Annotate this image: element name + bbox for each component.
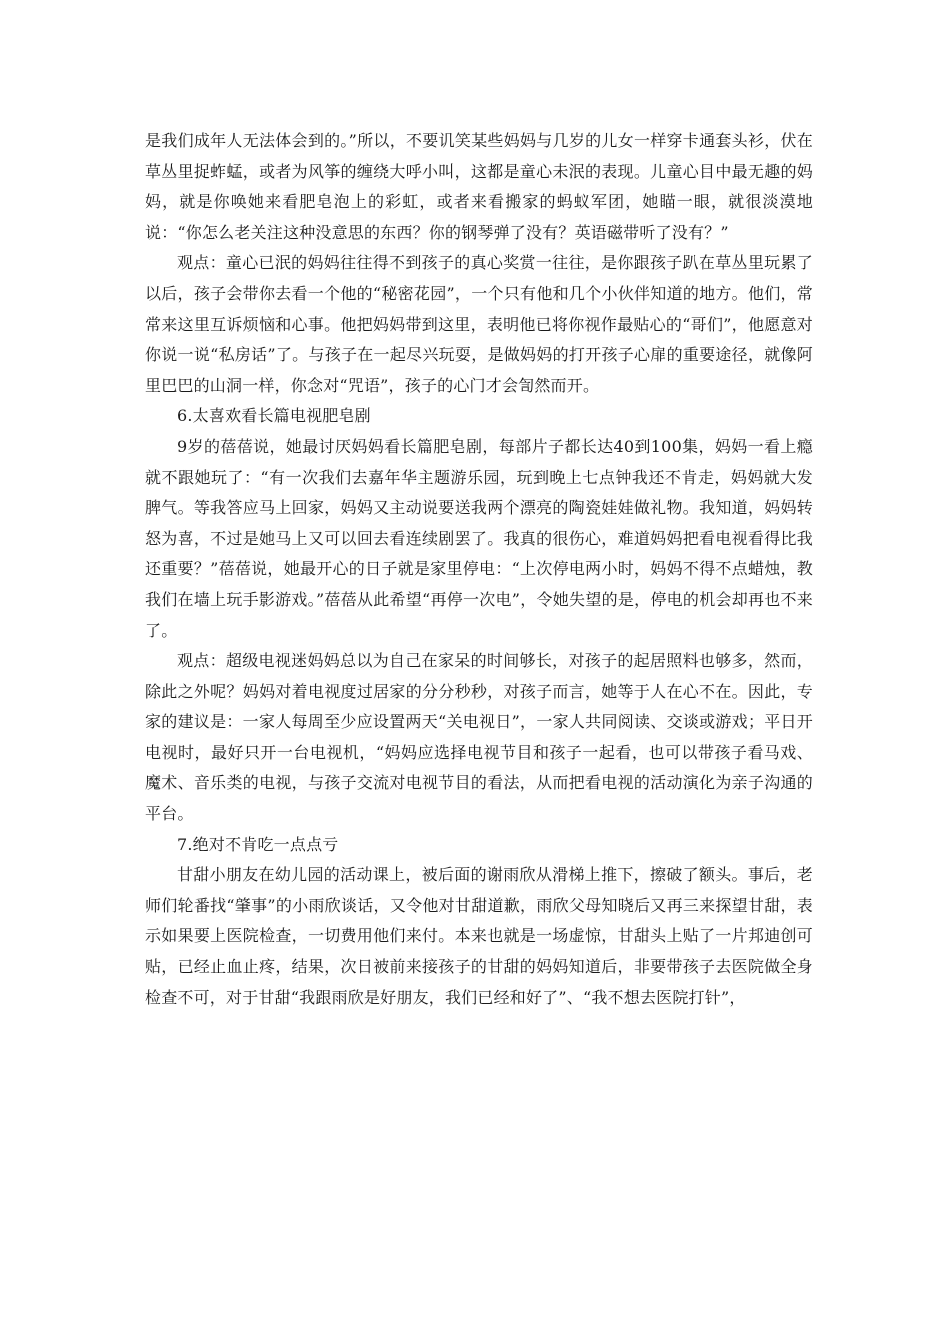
section-heading-6: 6.太喜欢看长篇电视肥皂剧 [177,406,371,426]
paragraph-viewpoint-5: 观点：童心已泯的妈妈往往得不到孩子的真心奖赏一往往，是你跟孩子趴在草丛里玩累了以后，孩子会带你去看一个他的“秘密花园”，一个只有他和几个小伙伴知道的地方。他们，常常来这里互诉烦恼和心事。他把妈妈带到这里，表明他已将你视作最贴心的“哥们”，他愿意对你说一说“私房话”了。与孩子在一起尽兴玩耍，是做妈妈的打开孩子心扉的重要途径，就像阿里巴巴的山洞一样，你念对“咒语”，孩子的心门才会訇然而开。 [145,253,813,395]
paragraph-story-6: 9岁的蓓蓓说，她最讨厌妈妈看长篇肥皂剧，每部片子都长达40到100集，妈妈一看上瘾就不跟她玩了：“有一次我们去嘉年华主题游乐园，玩到晚上七点钟我还不肯走，妈妈就大发脾气。等我答应马上回家，妈妈又主动说要送我两个漂亮的陶瓷娃娃做礼物。我知道，妈妈转怒为喜，不过是她马上又可以回去看连续剧罢了。我真的很伤心，难道妈妈把看电视看得比我还重要？”蓓蓓说，她最开心的日子就是家里停电：“上次停电两小时，妈妈不得不点蜡烛，教我们在墙上玩手影游戏。”蓓蓓从此希望“再停一次电”，令她失望的是，停电的机会却再也不来了。 [145,436,813,640]
section-heading-7: 7.绝对不肯吃一点点亏 [177,834,339,854]
document-page [145,126,813,1013]
paragraph-continuation: 是我们成年人无法体会到的。”所以，不要讥笑某些妈妈与几岁的儿女一样穿卡通套头衫，伏在草丛里捉蚱蜢，或者为风筝的缠绕大呼小叫，这都是童心未泯的表现。儿童心目中最无趣的妈妈，就是你唤她来看肥皂泡上的彩虹，或者来看搬家的蚂蚁军团，她瞄一眼，就很淡漠地说：“你怎么老关注这种没意思的东西？你的钢琴弹了没有？英语磁带听了没有？” [145,131,813,242]
paragraph-viewpoint-6: 观点：超级电视迷妈妈总以为自己在家呆的时间够长，对孩子的起居照料也够多，然而，除此之外呢？妈妈对着电视度过居家的分分秒秒，对孩子而言，她等于人在心不在。因此，专家的建议是：一家人每周至少应设置两天“关电视日”，一家人共同阅读、交谈或游戏；平日开电视时，最好只开一台电视机，“妈妈应选择电视节目和孩子一起看，也可以带孩子看马戏、魔术、音乐类的电视，与孩子交流对电视节目的看法，从而把看电视的活动演化为亲子沟通的平台。 [145,651,813,824]
paragraph-story-7: 甘甜小朋友在幼儿园的活动课上，被后面的谢雨欣从滑梯上推下，擦破了额头。事后，老师们轮番找“肇事”的小雨欣谈话，又令他对甘甜道歉，雨欣父母知晓后又再三来探望甘甜，表示如果要上医院检查，一切费用他们来付。本来也就是一场虚惊，甘甜头上贴了一片邦迪创可贴，已经止血止疼，结果，次日被前来接孩子的甘甜的妈妈知道后，非要带孩子去医院做全身检查不可，对于甘甜“我跟雨欣是好朋友，我们已经和好了”、“我不想去医院打针”， [145,865,813,1007]
